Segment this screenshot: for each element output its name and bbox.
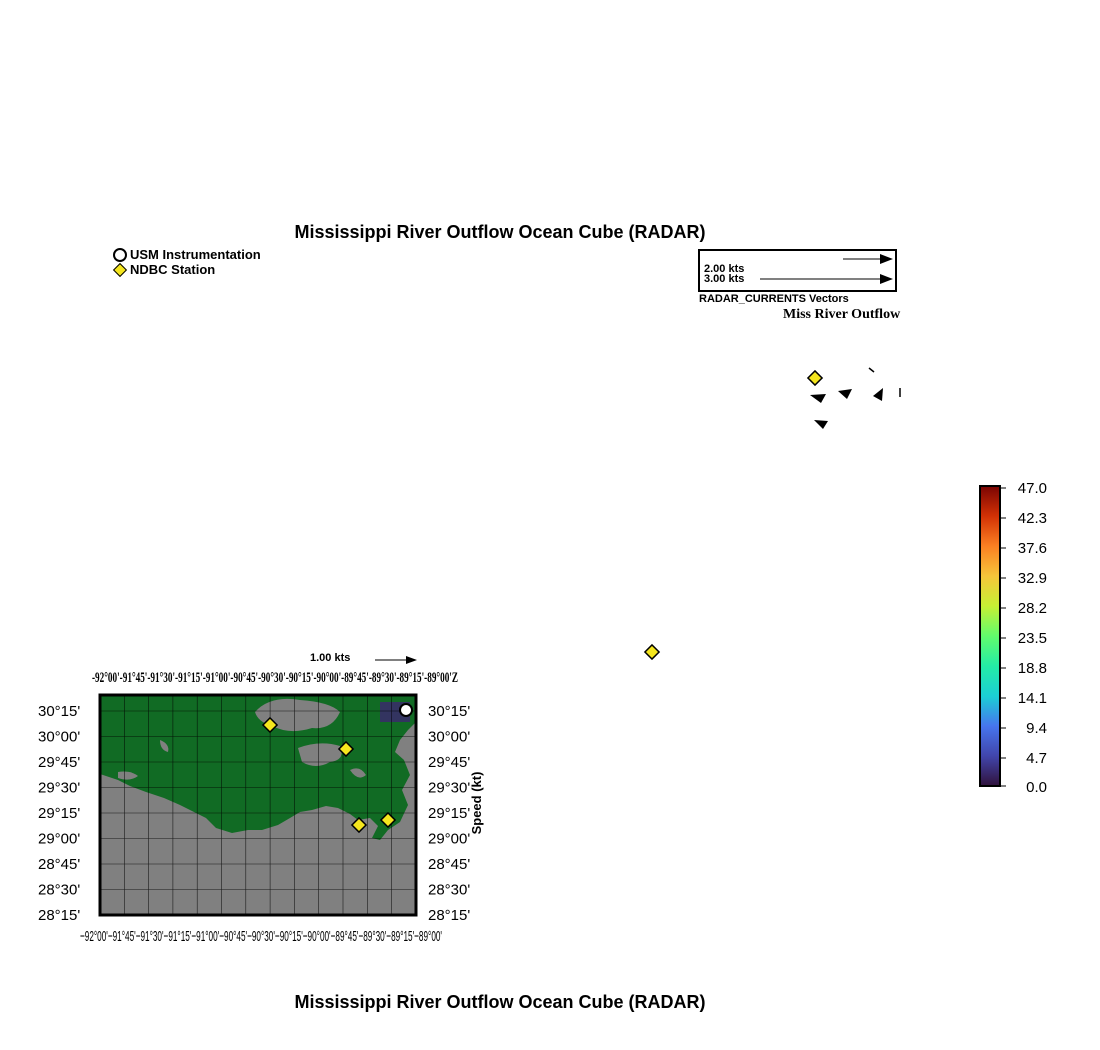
svg-text:28°30': 28°30' (38, 881, 81, 899)
map-title-top: Mississippi River Outflow Ocean Cube (RADAR) (294, 222, 706, 242)
ndbc-station-marker[interactable] (808, 371, 822, 385)
svg-text:29°45': 29°45' (428, 754, 471, 771)
vector-legend-arrows (760, 254, 893, 284)
map-scale-arrow (375, 656, 417, 664)
svg-text:28°45': 28°45' (428, 856, 471, 873)
svg-text:18.8: 18.8 (1017, 660, 1047, 677)
lat-labels-right (428, 703, 470, 924)
map-overlap-header: -92°00'-91°45'-91°30'-91°15'-91°00'-90°45'-90°30'-90°15'-90°00'-89°45'-89°30'-89°15'-89°00'Z (92, 670, 458, 686)
map-scale-label: 1.00 kts (310, 652, 351, 664)
svg-text:29°15': 29°15' (38, 805, 81, 822)
svg-text:23.5: 23.5 (1017, 630, 1047, 647)
svg-text:28°45': 28°45' (38, 856, 81, 873)
svg-text:32.9: 32.9 (1017, 570, 1047, 587)
svg-text:9.4: 9.4 (1026, 720, 1047, 737)
colorbar-labels (1018, 480, 1047, 796)
current-vectors (810, 368, 900, 429)
svg-text:30°15': 30°15' (428, 703, 471, 720)
legend-ndbc-label: NDBC Station (130, 262, 216, 277)
svg-text:30°00': 30°00' (38, 728, 81, 746)
svg-text:0.0: 0.0 (1026, 779, 1047, 796)
svg-text:29°00': 29°00' (428, 830, 471, 848)
svg-text:28°15': 28°15' (38, 907, 81, 924)
svg-text:14.1: 14.1 (1017, 690, 1047, 707)
ndbc-station-marker[interactable] (645, 645, 659, 659)
legend-usm-label: USM Instrumentation (130, 247, 261, 262)
svg-text:28°15': 28°15' (428, 907, 471, 924)
vector-label-2kts: 2.00 kts (704, 263, 745, 275)
lat-labels-left (38, 703, 80, 924)
svg-text:29°45': 29°45' (38, 754, 81, 771)
svg-text:47.0: 47.0 (1017, 480, 1047, 497)
map-panel (100, 695, 416, 915)
svg-text:42.3: 42.3 (1017, 510, 1047, 527)
svg-text:29°00': 29°00' (38, 830, 81, 848)
svg-text:28.2: 28.2 (1017, 600, 1047, 617)
colorbar-axis-label: Speed (kt) (469, 771, 484, 835)
vector-caption: RADAR_CURRENTS Vectors (699, 293, 849, 305)
svg-text:29°15': 29°15' (428, 805, 471, 822)
vector-label-3kts: 3.00 kts (704, 273, 745, 285)
speed-colorbar (980, 486, 1000, 786)
svg-text:28°30': 28°30' (428, 881, 471, 899)
lon-labels-bottom: −92°00'−91°45'−91°30'−91°15'−91°00'−90°45'−90°30'−90°15'−90°00'−89°45'−89°30'−89°15'−89°00' (80, 928, 443, 945)
svg-text:29°30': 29°30' (38, 779, 81, 797)
svg-text:29°30': 29°30' (428, 779, 471, 797)
region-label: Miss River Outflow (783, 307, 901, 322)
svg-text:4.7: 4.7 (1026, 750, 1047, 767)
usm-instrument-marker[interactable] (400, 704, 412, 716)
svg-text:30°15': 30°15' (38, 703, 81, 720)
svg-text:30°00': 30°00' (428, 728, 471, 746)
svg-text:37.6: 37.6 (1017, 540, 1047, 557)
map-title-bottom: Mississippi River Outflow Ocean Cube (RADAR) (294, 992, 706, 1012)
